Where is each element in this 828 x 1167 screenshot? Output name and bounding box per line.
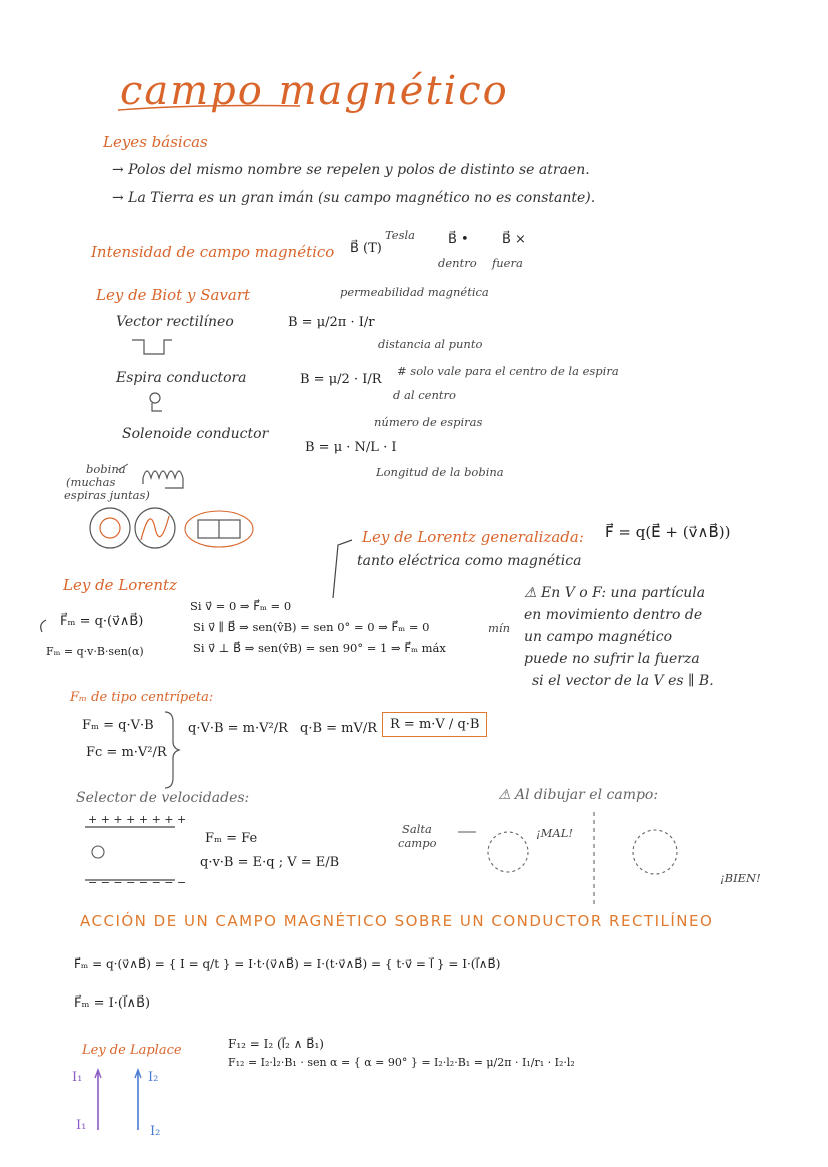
selector-heading: Selector de velocidades:: [76, 790, 250, 806]
fuera-label: fuera: [492, 256, 523, 270]
lorentz-si2: Si v⃗ ∥ B⃗ ⇒ sen(v̂B) = sen 0° = 0 ⇒ F⃗ₘ = 0: [193, 620, 430, 634]
lorentz-min: mín: [488, 621, 510, 635]
accion-eq1: F⃗ₘ = q·(v⃗∧B⃗) = { I = q/t } = I·t·(v⃗∧B⃗) = I·(t·v⃗∧B⃗) = { t·v⃗ = l⃗ } = I·(l⃗∧B⃗): [74, 957, 501, 971]
minus-row: − − − − − − − −: [88, 876, 187, 889]
lorentz-gen-sub: tanto eléctrica como magnética: [357, 553, 582, 569]
distancia-note: distancia al punto: [378, 337, 483, 351]
lorentz-si3: Si v⃗ ⊥ B⃗ ⇒ sen(v̂B) = sen 90° = 1 ⇒ F⃗ₘ máx: [193, 641, 446, 655]
accion-heading: ACCIÓN DE UN CAMPO MAGNÉTICO SOBRE UN CONDUCTOR RECTILÍNEO: [80, 912, 714, 930]
lorentz-gen-label: Ley de Lorentz generalizada:: [362, 528, 584, 546]
lorentz-eq1: F⃗ₘ = q·(v⃗∧B⃗): [60, 614, 144, 629]
dentro-label: dentro: [438, 256, 477, 270]
eq-vector: B = μ/2π · I/r: [288, 315, 375, 330]
eq-solenoide: B = μ · N/L · I: [305, 440, 397, 455]
permeabilidad-note: permeabilidad magnética: [340, 285, 489, 299]
fuera-symbol: B⃗ ×: [502, 232, 526, 247]
result-box: R = m·V / q·B: [382, 712, 487, 737]
warn-line-2: en movimiento dentro de: [524, 607, 703, 623]
dcentro-note: d al centro: [393, 388, 456, 402]
warn-line-3: un campo magnético: [524, 629, 673, 645]
bien-label: ¡BIEN!: [720, 871, 761, 885]
leyes-item-1: → Polos del mismo nombre se repelen y polos de distinto se atraen.: [112, 162, 590, 178]
salta-label: Salta: [402, 822, 432, 836]
espira-label: Espira conductora: [116, 370, 247, 386]
laplace-eq2: F₁₂ = I₂·l₂·B₁ · sen α = { α = 90° } = I₂·l₂·B₁ = μ/2π · I₁/r₁ · I₂·l₂: [228, 1056, 575, 1069]
laplace-heading: Ley de Laplace: [82, 1043, 182, 1058]
centripeta-heading: Fₘ de tipo centrípeta:: [70, 690, 214, 705]
lorentz-si1: Si v⃗ = 0 ⇒ F⃗ₘ = 0: [190, 599, 292, 613]
laplace-i1-bottom: I₁: [76, 1118, 87, 1133]
vector-label: Vector rectilíneo: [116, 314, 234, 330]
laplace-eq1: F₁₂ = I₂ (l⃗₂ ∧ B⃗₁): [228, 1037, 324, 1051]
selector-eq2: q·v·B = E·q ; V = E/B: [200, 855, 340, 870]
intensidad-label: Intensidad de campo magnético: [91, 243, 335, 261]
longitud-note: Longitud de la bobina: [376, 465, 504, 479]
campo-label: campo: [398, 836, 437, 850]
espiras-note: número de espiras: [374, 415, 483, 429]
leyes-item-2: → La Tierra es un gran imán (su campo magnético no es constante).: [112, 190, 596, 206]
solo-note: # solo vale para el centro de la espira: [397, 364, 619, 378]
centripeta-l1: Fₘ = q·V·B: [82, 718, 154, 733]
dentro-symbol: B⃗ •: [448, 232, 469, 247]
lorentz-eq2: Fₘ = q·v·B·sen(α): [46, 645, 144, 658]
leyes-heading: Leyes básicas: [103, 133, 208, 151]
accion-eq2: F⃗ₘ = I·(l⃗∧B⃗): [74, 996, 151, 1011]
b-symbol: B⃗ (T): [350, 241, 382, 256]
eq-espira: B = μ/2 · I/R: [300, 372, 382, 387]
lorentz-gen-eq: F⃗ = q(E⃗ + (v⃗∧B⃗)): [605, 523, 731, 541]
selector-eq1: Fₘ = Fe: [205, 831, 258, 846]
laplace-i2: I₂: [148, 1070, 159, 1085]
centripeta-l2: Fc = m·V²/R: [86, 745, 167, 760]
laplace-i1: I₁: [72, 1070, 83, 1085]
juntas-label: espiras juntas): [64, 488, 150, 502]
mal-label: ¡MAL!: [536, 826, 573, 840]
lorentz-heading: Ley de Lorentz: [63, 576, 177, 594]
plus-row: + + + + + + + +: [88, 813, 187, 826]
laplace-i2-bottom: I₂: [150, 1124, 161, 1139]
centripeta-eqb: q·B = mV/R: [300, 721, 378, 736]
page-title: campo magnético: [120, 68, 509, 114]
selector-warn: ⚠ Al dibujar el campo:: [498, 787, 659, 803]
tesla-note: Tesla: [385, 228, 416, 242]
solenoide-label: Solenoide conductor: [122, 426, 269, 442]
muchas-label: (muchas: [66, 475, 116, 489]
warn-line-1: ⚠ En V o F: una partícula: [524, 585, 706, 601]
biot-heading: Ley de Biot y Savart: [96, 286, 251, 304]
bobina-label: bobina: [86, 462, 126, 476]
centripeta-eqa: q·V·B = m·V²/R: [188, 721, 288, 736]
warn-line-4: puede no sufrir la fuerza: [524, 651, 700, 667]
warn-line-5: si el vector de la V es ∥ B.: [532, 673, 714, 689]
